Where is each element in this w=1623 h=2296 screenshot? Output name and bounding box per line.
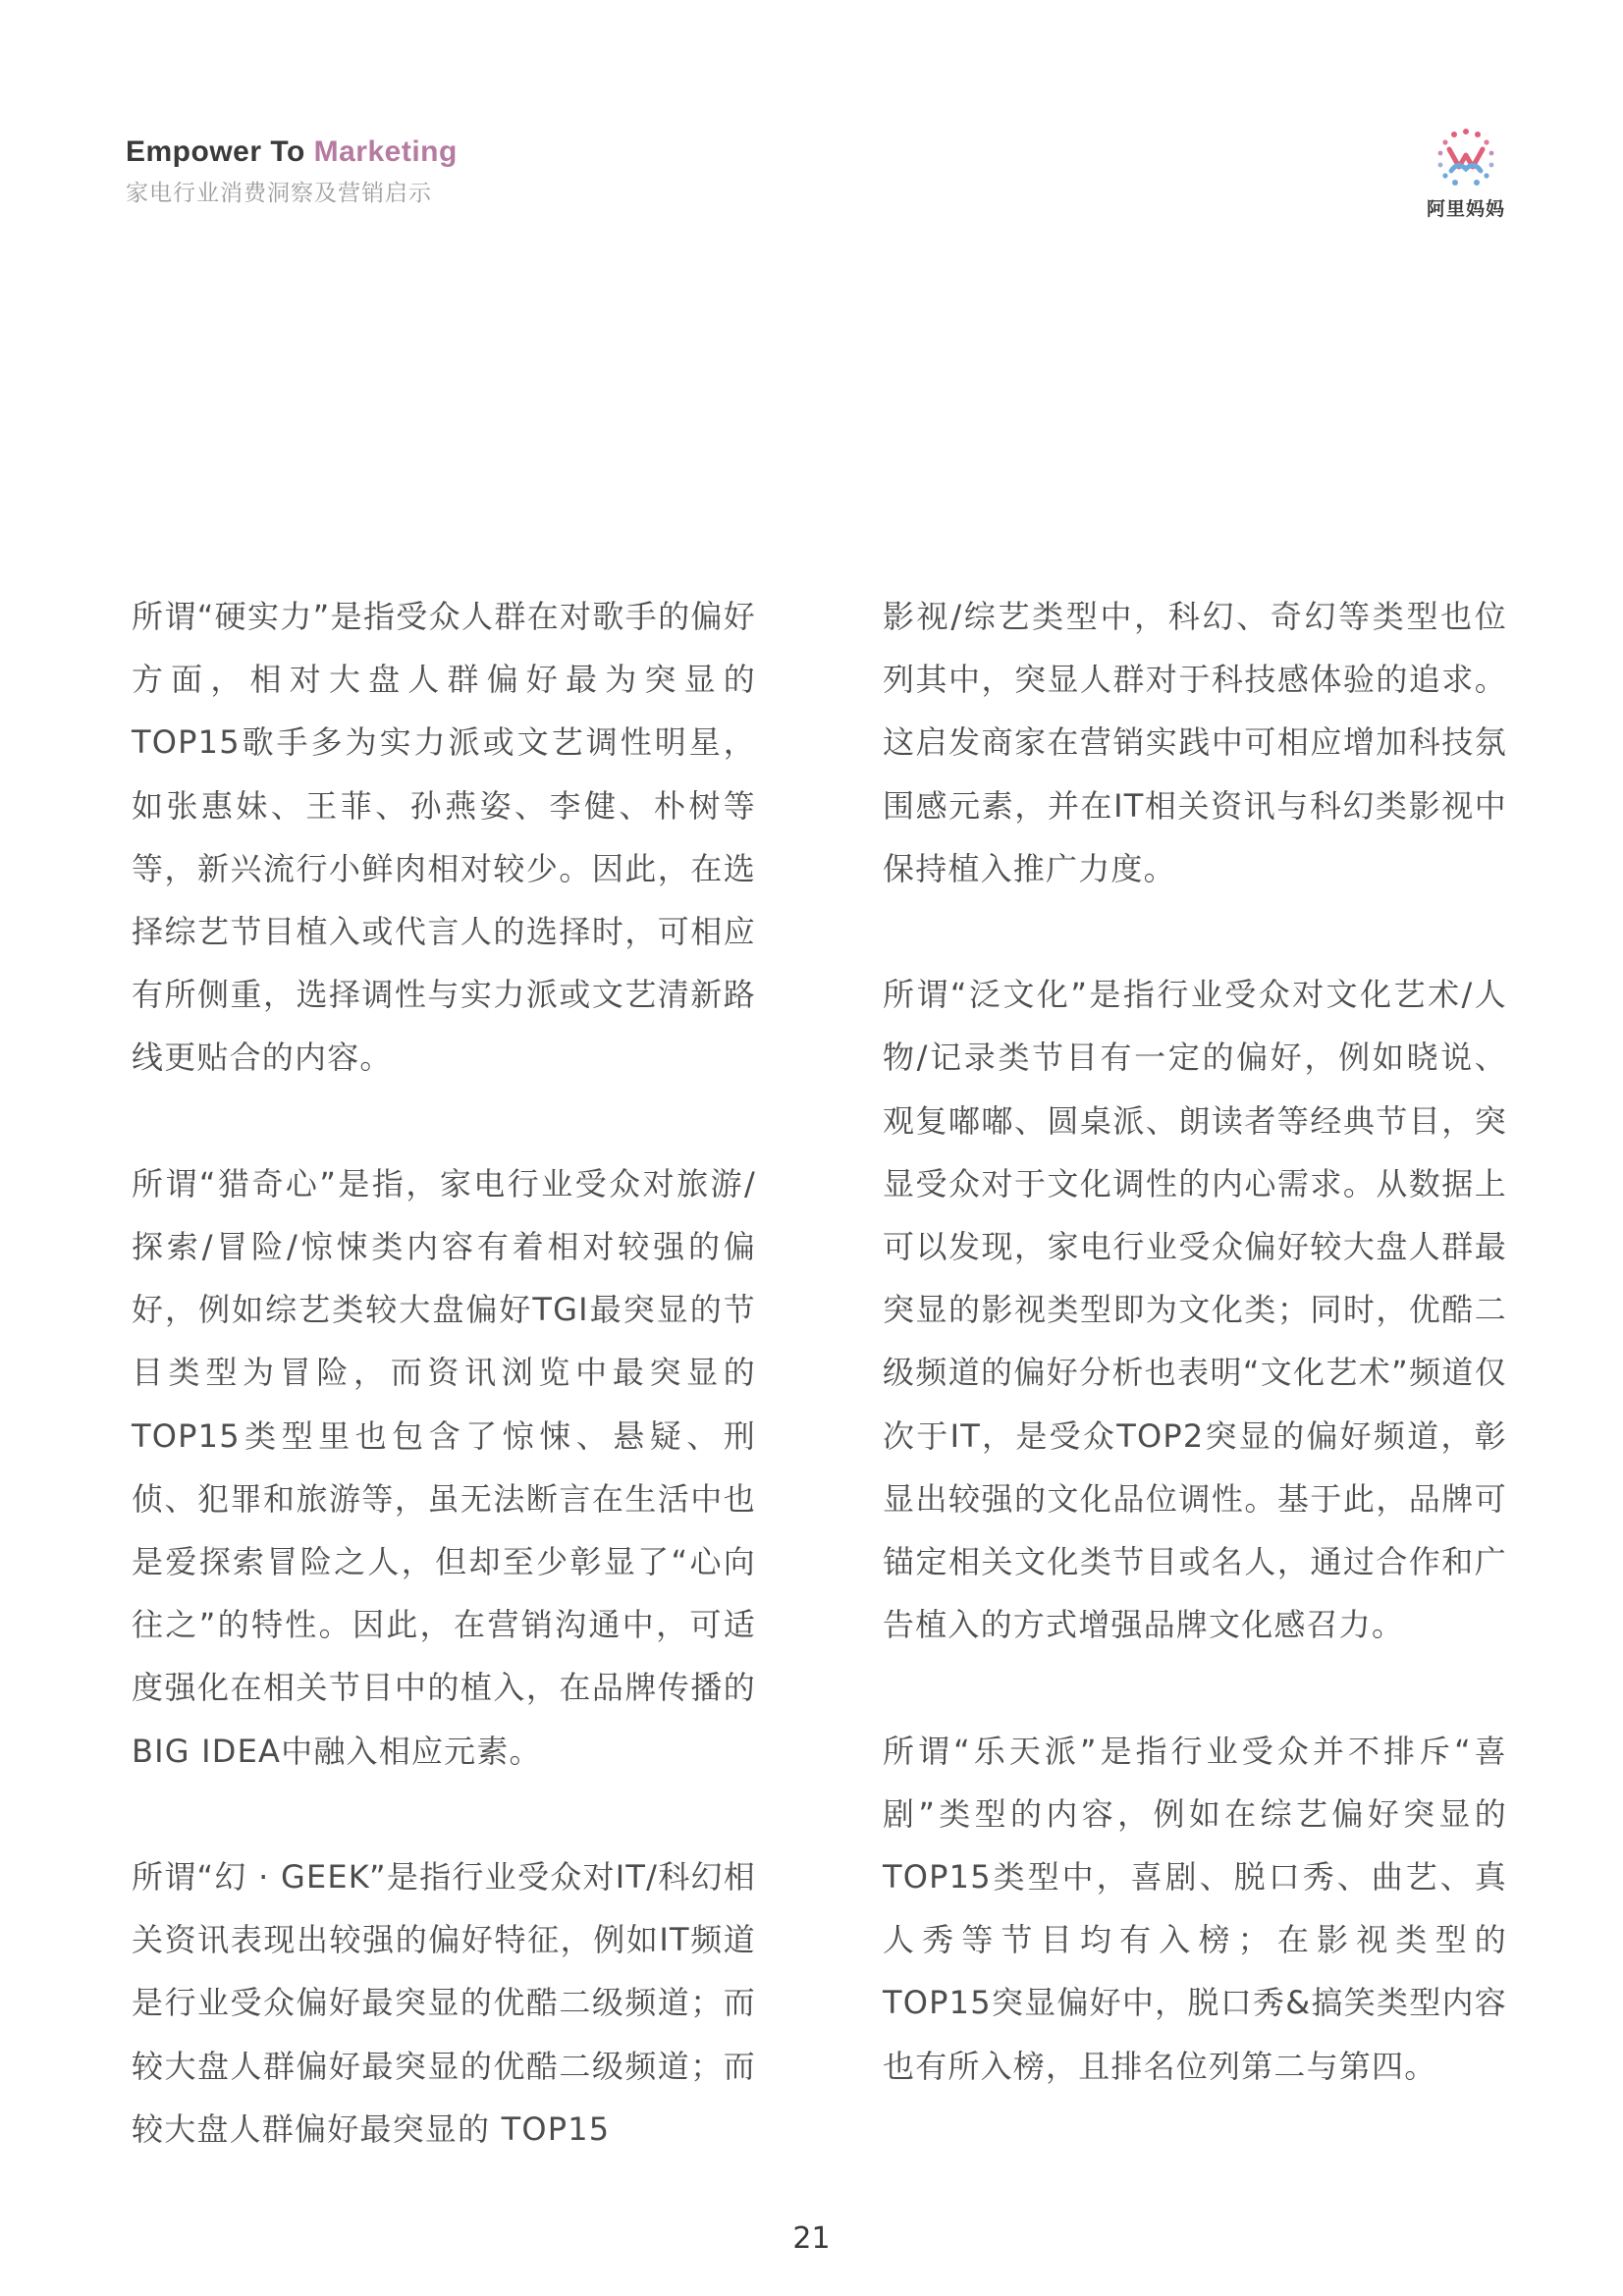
paragraph-geek: 所谓“幻 · GEEK”是指行业受众对IT/科幻相关资讯表现出较强的偏好特征，例如IT频道是行业受众偏好最突显的优酷二级频道；而较大盘人群偏好最突显的优酷二级频道；而较大盘人群偏好最突显的 TOP15 [132, 1858, 756, 2148]
brand-accent: Marketing [313, 135, 458, 168]
logo-text: 阿里妈妈 [1426, 198, 1505, 220]
alimama-logo [1422, 126, 1510, 220]
alimama-logo-icon [1422, 126, 1510, 194]
right-column [883, 585, 1507, 2161]
page-header [126, 135, 458, 207]
page-number: 21 [792, 2221, 831, 2256]
paragraph-geek-continued: 影视/综艺类型中，科幻、奇幻等类型也位列其中，突显人群对于科技感体验的追求。这启发商家在营销实践中可相应增加科技氛围感元素，并在IT相关资讯与科幻类影视中保持植入推广力度。 [883, 598, 1507, 887]
paragraph-curiosity: 所谓“猎奇心”是指，家电行业受众对旅游/探索/冒险/惊悚类内容有着相对较强的偏好，例如综艺类较大盘偏好TGI最突显的节目类型为冒险，而资讯浏览中最突显的TOP15类型里也包含了惊悚、悬疑、刑侦、犯罪和旅游等，虽无法断言在生活中也是爱探索冒险之人，但却至少彰显了“心向往之”的特性。因此，在营销沟通中，可适度强化在相关节目中的植入，在品牌传播的BIG IDEA中融入相应元素。 [132, 1164, 756, 1770]
paragraph-culture: 所谓“泛文化”是指行业受众对文化艺术/人物/记录类节目有一定的偏好，例如晓说、观复嘟嘟、圆桌派、朗读者等经典节目，突显受众对于文化调性的内心需求。从数据上可以发现，家电行业受众偏好较大盘人群最突显的影视类型即为文化类；同时，优酷二级频道的偏好分析也表明“文化艺术”频道仅次于IT，是受众TOP2突显的偏好频道，彰显出较强的文化品位调性。基于此，品牌可锚定相关文化类节目或名人，通过合作和广告植入的方式增强品牌文化感召力。 [883, 976, 1507, 1644]
left-column [132, 585, 756, 2223]
brand-title [126, 135, 458, 169]
paragraph-hard-power: 所谓“硬实力”是指受众人群在对歌手的偏好方面，相对大盘人群偏好最为突显的TOP15歌手多为实力派或文艺调性明星，如张惠妹、王菲、孙燕姿、李健、朴树等等，新兴流行小鲜肉相对较少。因此，在选择综艺节目植入或代言人的选择时，可相应有所侧重，选择调性与实力派或文艺清新路线更贴合的内容。 [132, 598, 756, 1077]
paragraph-optimist: 所谓“乐天派”是指行业受众并不排斥“喜剧”类型的内容，例如在综艺偏好突显的TOP15类型中，喜剧、脱口秀、曲艺、真人秀等节目均有入榜；在影视类型的TOP15突显偏好中，脱口秀&搞笑类型内容也有所入榜，且排名位列第二与第四。 [883, 1732, 1507, 2085]
document-subtitle: 家电行业消费洞察及营销启示 [126, 181, 432, 206]
brand-prefix: Empower To [126, 135, 314, 168]
